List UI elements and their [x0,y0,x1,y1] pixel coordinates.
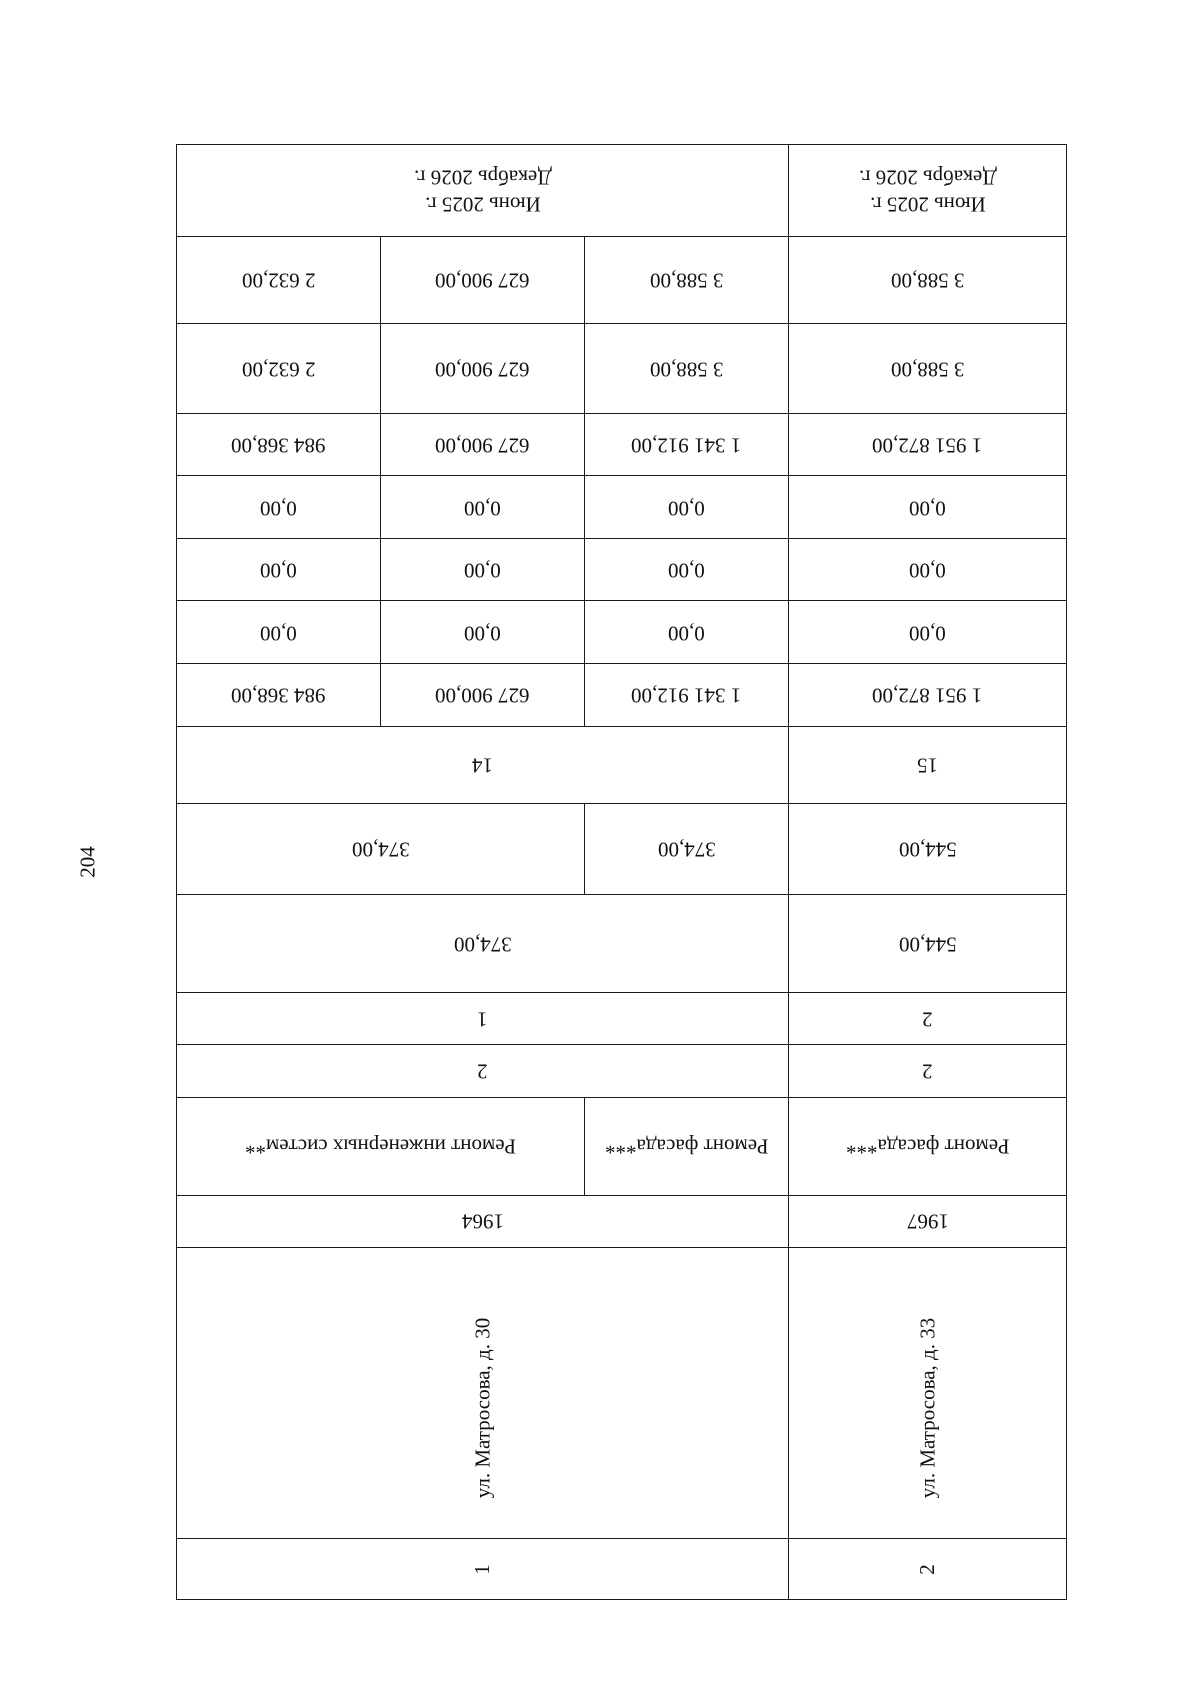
work-type-cell: Ремонт фасада*** [585,1097,789,1195]
year-cell: 1964 [177,1195,789,1247]
amount-cell: 984 368,00 [177,413,381,476]
address-cell: ул. Матросова, д. 33 [789,1247,1067,1539]
amount-cell: 984 368,00 [177,664,381,727]
table-row [177,1247,1067,1539]
work-type-cell: Ремонт фасада*** [789,1097,1067,1195]
unit-cost-cell: 3 588,00 [585,324,789,414]
table-row [177,803,1067,895]
zero-cell: 0,00 [585,601,789,664]
works-table [176,144,1067,1600]
zero-cell: 0,00 [177,538,381,601]
value-cell: 544,00 [789,803,1067,895]
value-cell: 374,00 [177,895,789,993]
unit-cost-cell: 3 588,00 [789,236,1067,324]
amount-cell: 627 900,00 [381,413,585,476]
row-number-cell: 2 [789,1539,1067,1600]
unit-cost-cell: 627 900,00 [381,236,585,324]
row-number-cell: 1 [177,1539,789,1600]
zero-cell: 0,00 [381,538,585,601]
amount-cell: 627 900,00 [381,664,585,727]
table-row [177,1045,1067,1097]
number-cell: 14 [177,726,789,803]
address-cell: ул. Матросова, д. 30 [177,1247,789,1539]
amount-cell: 1 341 912,00 [585,664,789,727]
unit-cost-cell: 2 632,00 [177,236,381,324]
zero-cell: 0,00 [585,538,789,601]
table-row [177,538,1067,601]
table-row [177,726,1067,803]
amount-cell: 1 951 872,00 [789,413,1067,476]
zero-cell: 0,00 [381,601,585,664]
unit-cost-cell: 3 588,00 [585,236,789,324]
table-row [177,236,1067,324]
number-cell: 2 [789,993,1067,1045]
value-cell: 374,00 [177,803,585,895]
unit-cost-cell: 3 588,00 [789,324,1067,414]
zero-cell: 0,00 [177,601,381,664]
table-row [177,601,1067,664]
zero-cell: 0,00 [789,476,1067,539]
table-row [177,1539,1067,1600]
number-cell: 15 [789,726,1067,803]
unit-cost-cell: 2 632,00 [177,324,381,414]
period-cell: Июнь 2025 г. Декабрь 2026 г. [789,145,1067,237]
amount-cell: 1 341 912,00 [585,413,789,476]
table-row [177,1097,1067,1195]
table-row [177,895,1067,993]
zero-cell: 0,00 [789,538,1067,601]
table-row [177,664,1067,727]
work-type-cell: Ремонт инженерных систем** [177,1097,585,1195]
table-row [177,145,1067,237]
year-cell: 1967 [789,1195,1067,1247]
unit-cost-cell: 627 900,00 [381,324,585,414]
value-cell: 544,00 [789,895,1067,993]
number-cell: 2 [177,1045,789,1097]
period-cell: Июнь 2025 г. Декабрь 2026 г. [177,145,789,237]
table-row [177,324,1067,414]
table-row [177,993,1067,1045]
amount-cell: 1 951 872,00 [789,664,1067,727]
table-row [177,476,1067,539]
table-row [177,1195,1067,1247]
zero-cell: 0,00 [585,476,789,539]
value-cell: 374,00 [585,803,789,895]
number-cell: 1 [177,993,789,1045]
page-number: 204 [75,846,100,878]
zero-cell: 0,00 [789,601,1067,664]
zero-cell: 0,00 [381,476,585,539]
number-cell: 2 [789,1045,1067,1097]
zero-cell: 0,00 [177,476,381,539]
table-row [177,413,1067,476]
